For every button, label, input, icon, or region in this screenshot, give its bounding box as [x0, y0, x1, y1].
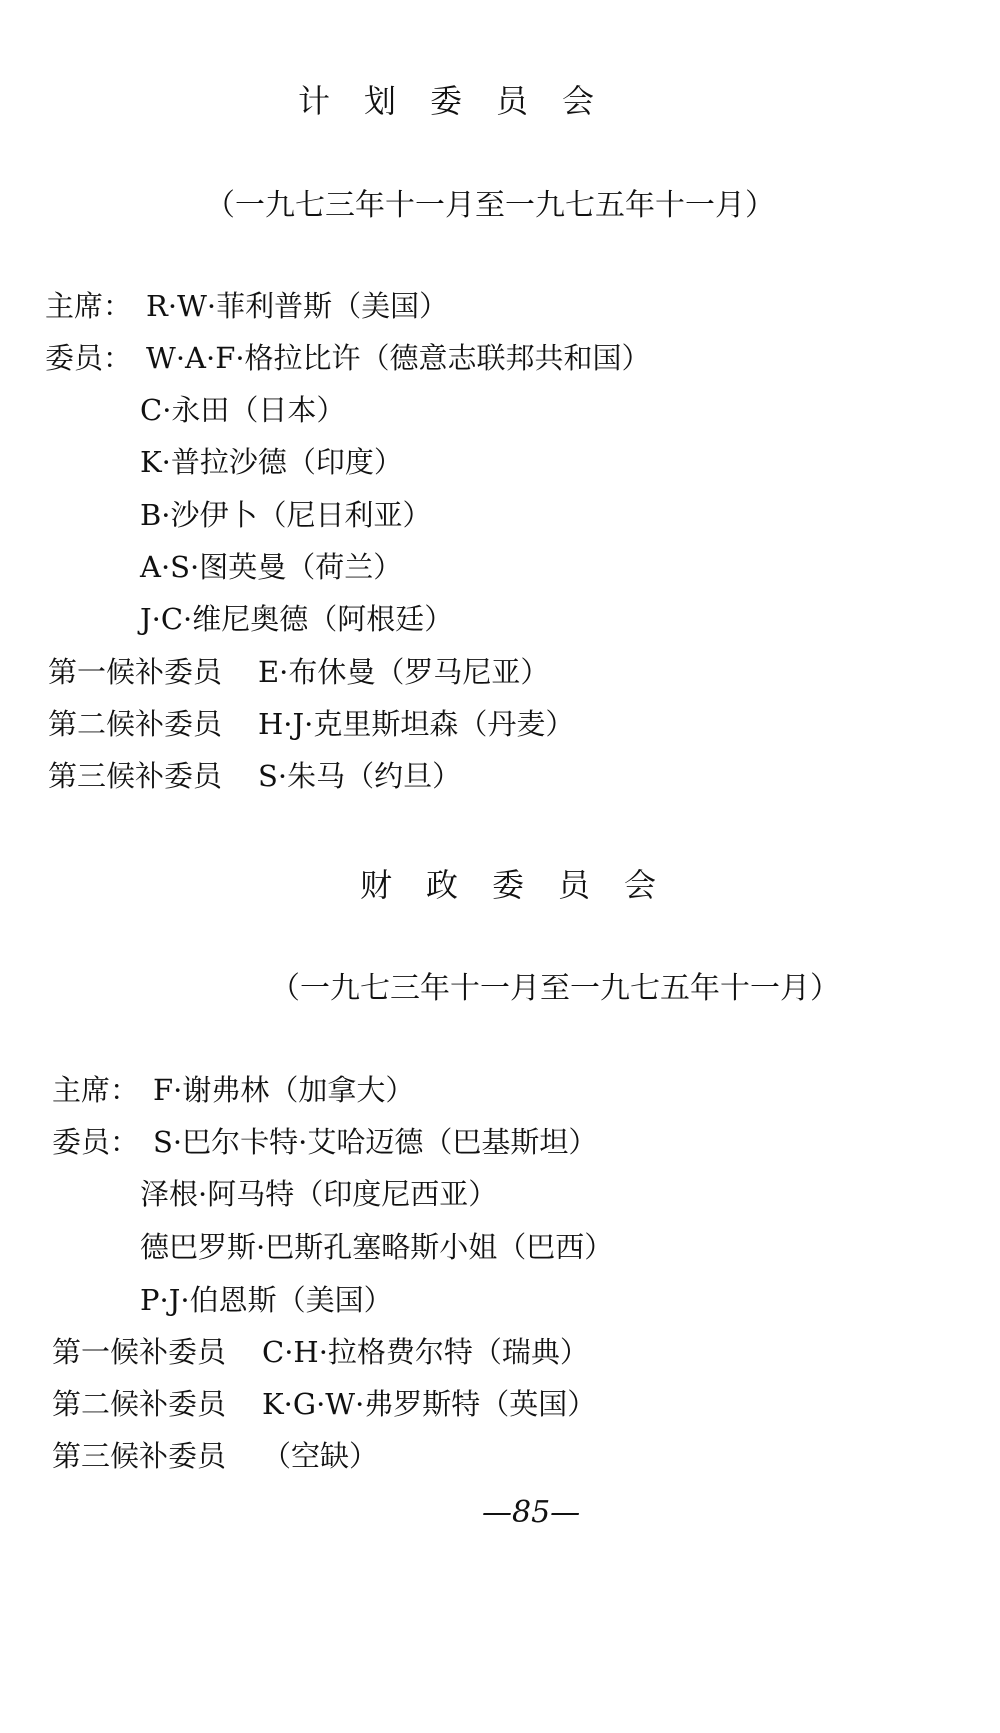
planning-member: C·永田（日本）	[140, 393, 346, 427]
planning-alternate-row	[48, 702, 574, 743]
finance-committee-period: （一九七三年十一月至一九七五年十一月）	[270, 971, 840, 1006]
finance-alternate-label: 第一候补委员	[52, 1335, 227, 1369]
planning-members-row	[45, 336, 651, 377]
finance-alternate-name: （空缺）	[262, 1439, 379, 1473]
finance-alternate-row	[52, 1330, 589, 1371]
planning-chair-row	[45, 284, 448, 325]
planning-chair-name: R·W·菲利普斯（美国）	[146, 289, 449, 323]
planning-alternate-label: 第二候补委员	[48, 707, 223, 741]
planning-member: K·普拉沙德（印度）	[140, 445, 403, 479]
planning-alternate-name: E·布休曼（罗马尼亚）	[258, 655, 550, 689]
finance-member: S·巴尔卡特·艾哈迈德（巴基斯坦）	[153, 1125, 598, 1159]
finance-chair-row	[52, 1068, 414, 1109]
planning-alternate-name: S·朱马（约旦）	[258, 759, 462, 793]
finance-members-row	[52, 1120, 597, 1161]
finance-alternate-label: 第三候补委员	[52, 1439, 227, 1473]
planning-alternate-row	[48, 650, 549, 691]
planning-alternate-label: 第一候补委员	[48, 655, 223, 689]
finance-chair-name: F·谢弗林（加拿大）	[153, 1073, 415, 1107]
finance-alternate-name: K·G·W·弗罗斯特（英国）	[262, 1387, 597, 1421]
planning-member: A·S·图英曼（荷兰）	[140, 550, 403, 584]
planning-committee-period: （一九七三年十一月至一九七五年十一月）	[205, 188, 775, 223]
planning-alternate-name: H·J·克里斯坦森（丹麦）	[258, 707, 575, 741]
planning-member: B·沙伊卜（尼日利亚）	[140, 498, 432, 532]
finance-alternate-row	[52, 1382, 596, 1423]
planning-member: J·C·维尼奥德（阿根廷）	[140, 602, 454, 636]
planning-committee-title: 计划委员会	[298, 82, 629, 120]
finance-member: P·J·伯恩斯（美国）	[140, 1283, 393, 1317]
finance-members-label: 委员：	[52, 1125, 140, 1159]
finance-committee-title: 财政委员会	[360, 866, 691, 904]
finance-member: 德巴罗斯·巴斯孔塞略斯小姐（巴西）	[140, 1230, 614, 1264]
planning-chair-label: 主席：	[45, 289, 133, 323]
finance-alternate-label: 第二候补委员	[52, 1387, 227, 1421]
finance-member: 泽根·阿马特（印度尼西亚）	[140, 1177, 498, 1211]
planning-member: W·A·F·格拉比许（德意志联邦共和国）	[146, 341, 651, 375]
planning-members-label: 委员：	[45, 341, 133, 375]
planning-alternate-label: 第三候补委员	[48, 759, 223, 793]
finance-alternate-name: C·H·拉格费尔特（瑞典）	[262, 1335, 589, 1369]
planning-alternate-row	[48, 754, 461, 795]
finance-chair-label: 主席：	[52, 1073, 140, 1107]
page-number: —85—	[482, 1495, 581, 1530]
finance-alternate-row	[52, 1434, 378, 1475]
